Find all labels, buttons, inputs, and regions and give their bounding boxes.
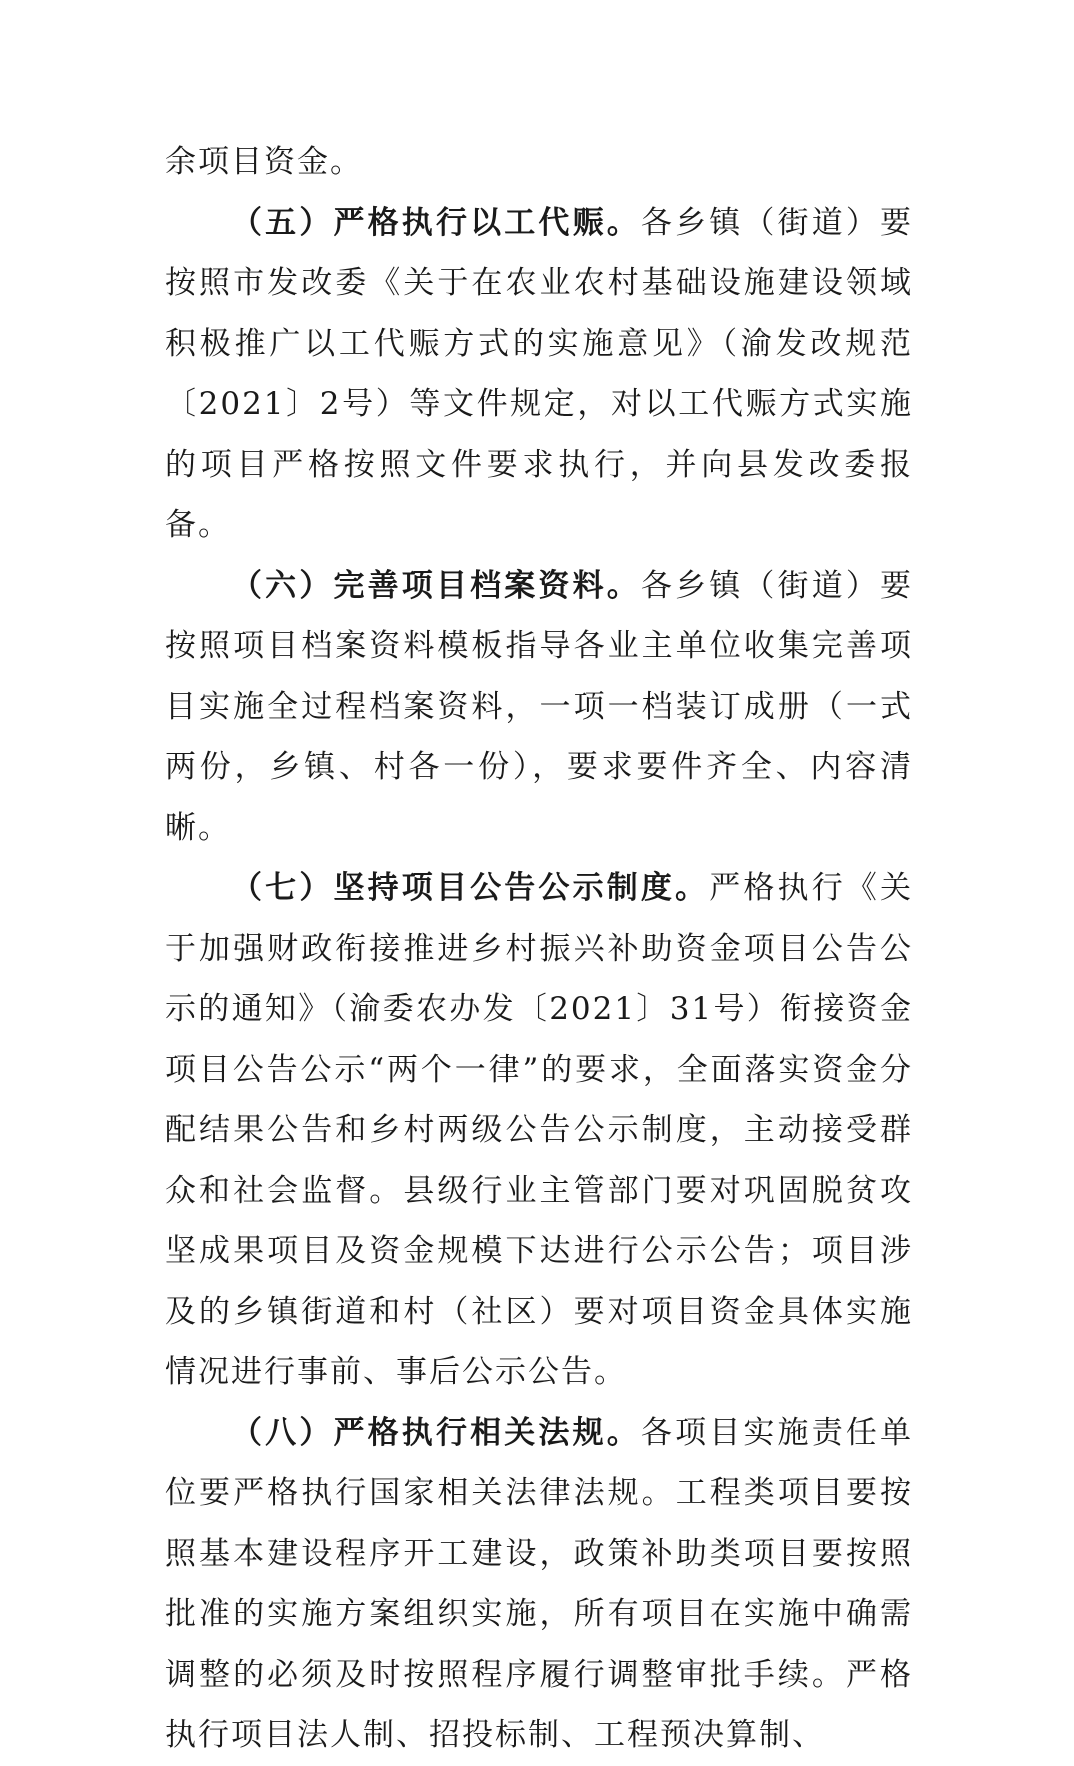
paragraph-text: 各乡镇（街道）要按照市发改委《关于在农业农村基础设施建设领域积极推广以工代赈方式的实施意见》（渝发改规范〔2021〕2号）等文件规定，对以工代赈方式实施的项目严格按照文件要求执行，并向县发改委报备。 [165,204,914,543]
section-heading: （六）完善项目档案资料。 [231,567,641,604]
paragraph-text: 余项目资金。 [165,144,363,180]
paragraph-text: 各乡镇（街道）要按照项目档案资料模板指导各业主单位收集完善项目实施全过程档案资料，一项一档装订成册（一式两份，乡镇、村各一份），要求要件齐全、内容清晰。 [165,567,914,846]
paragraph-continuation [165,132,913,193]
document-body [165,132,913,1766]
paragraph-section-7 [165,858,913,1403]
section-heading: （五）严格执行以工代赈。 [231,204,641,241]
paragraph-section-8 [165,1403,913,1766]
paragraph-text: 各项目实施责任单位要严格执行国家相关法律法规。工程类项目要按照基本建设程序开工建设，政策补助类项目要按照批准的实施方案组织实施，所有项目在实施中确需调整的必须及时按照程序履行调整审批手续。严格执行项目法人制、招投标制、工程预决算制、 [165,1414,914,1753]
paragraph-section-5 [165,193,913,556]
section-heading: （八）严格执行相关法规。 [231,1414,641,1451]
paragraph-section-6 [165,556,913,859]
paragraph-text: 严格执行《关于加强财政衔接推进乡村振兴补助资金项目公告公示的通知》（渝委农办发〔2021〕31号）衔接资金项目公告公示“两个一律”的要求，全面落实资金分配结果公告和乡村两级公告公示制度，主动接受群众和社会监督。县级行业主管部门要对巩固脱贫攻坚成果项目及资金规模下达进行公示公告；项目涉及的乡镇街道和村（社区）要对项目资金具体实施情况进行事前、事后公示公告。 [165,870,914,1390]
section-heading: （七）坚持项目公告公示制度。 [231,870,710,906]
